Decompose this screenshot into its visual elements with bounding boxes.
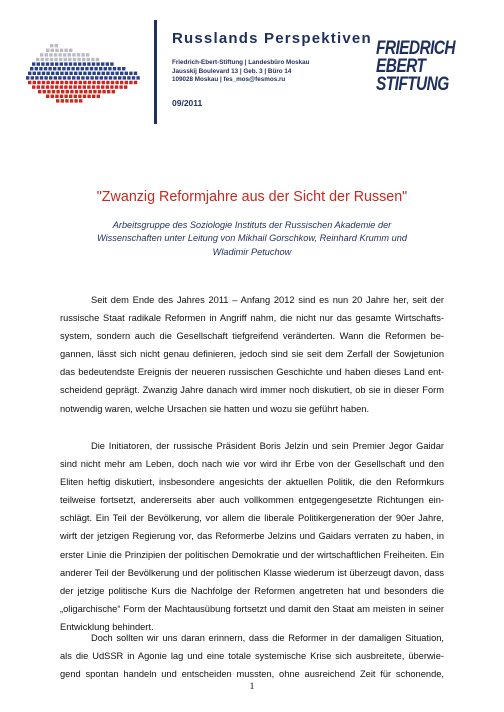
russia-dot-map-icon (16, 40, 144, 104)
text-line: teilweise fortsetzt, andererseits aber auch vollkommen entgegengesetzte Richtungen ein- (60, 495, 444, 506)
subtitle-line: Arbeitsgruppe des Soziologie Instituts der Russischen Akademie der (112, 220, 392, 230)
article-title: "Zwanzig Reformjahre aus der Sicht der Russen" (96, 189, 408, 205)
text-line: Seit dem Ende des Jahres 2011 – Anfang 2012 sind es nun 20 Jahre her, seit der (91, 295, 444, 305)
text-line: russische Staat radikale Reformen in Angriff nahm, die nicht nur das gesamte Wirtschafts- (60, 313, 444, 324)
address-line: 109028 Moskau | fes_mos@fesmos.ru (172, 76, 286, 84)
article-subtitle (56, 219, 448, 259)
subtitle-line: Wladimir Petuchow (212, 246, 292, 257)
fes-logo-line: EBERT (376, 55, 426, 77)
text-line: als die UdSSR in Agonie lag und eine totale systemische Krise sich ausbreitete, überwie- (60, 651, 444, 662)
text-line: gannen, lässt sich nicht genau definieren, jedoch sind sie seit dem Zerfall der Sowjetunion (60, 349, 444, 360)
text-line: scheidend geprägt. Zwanzig Jahre danach wird immer noch diskutiert, ob sie in dieser Form (60, 385, 444, 396)
office-address (172, 59, 310, 85)
fes-logo (376, 37, 488, 95)
issue-number: 09/2011 (172, 98, 203, 108)
paragraph-1 (60, 291, 444, 418)
series-title: Russlands Perspektiven (172, 30, 372, 47)
text-line: Die Initiatoren, der russische Präsident Boris Jelzin und sein Premier Jegor Gaidar (91, 441, 444, 451)
address-line: Jausskij Boulevard 13 | Geb. 3 | Büro 14 (172, 67, 292, 75)
address-line: Friedrich-Ebert-Stiftung | Landesbüro Moskau (172, 59, 310, 66)
text-line: wirft der jetzigen Regierung vor, das Reformerbe Jelzins und Gaidars verraten zu haben, in (60, 531, 444, 542)
text-line: sind nicht mehr am Leben, doch nach wie vor wird ihr Erbe von der Gesellschaft und den (60, 459, 444, 470)
text-line: Entwicklung behindert. (60, 621, 154, 632)
text-line: Doch sollten wir uns daran erinnern, dass die Reformer in der damaligen Situation, (91, 633, 444, 643)
text-line: gend spontan handeln und entscheiden mussten, ohne ausreichend Zeit für schonende, (60, 669, 444, 680)
header-divider (154, 20, 157, 124)
fes-logo-line: FRIEDRICH (376, 37, 455, 59)
fes-logo-line: STIFTUNG (376, 73, 449, 95)
subtitle-line: Wissenschaften unter Leitung von Mikhail Gorschkow, Reinhard Krumm und (97, 233, 407, 244)
text-line: Eliten heftig diskutiert, insbesondere angesichts der aktuellen Politik, die den Reformkurs (60, 477, 444, 488)
text-line: anderer Teil der Bevölkerung und der politischen Klasse wiederum ist überzeugt davon, dass (60, 567, 444, 578)
paragraph-3 (60, 629, 444, 683)
text-line: „oligarchische“ Form der Machtausübung fortsetzt und damit den Staat am meisten in seiner (60, 603, 444, 614)
text-line: schlägt. Ein Teil der Bevölkerung, vor allem die liberale Politikergeneration der 90er Jahre, (60, 513, 444, 524)
text-line: notwendig waren, welche Ursachen sie hatten und wozu sie geführt haben. (60, 403, 370, 414)
page-number: 1 (249, 682, 255, 692)
text-line: system, sondern auch die Gesellschaft tiefgreifend veränderten. Wann die Reformen be- (60, 331, 444, 342)
text-line: das bedeutendste Ereignis der neueren russischen Geschichte und haben dieses Land ent- (60, 367, 444, 378)
paragraph-2 (60, 437, 444, 636)
text-line: erster Linie die Prinzipien der politischen Demokratie und der wirtschaftlichen Freiheiten. Ein (60, 549, 444, 560)
text-line: der jetzige politische Kurs die Nachfolge der Reformen angetreten hat und besonders die (60, 585, 444, 596)
